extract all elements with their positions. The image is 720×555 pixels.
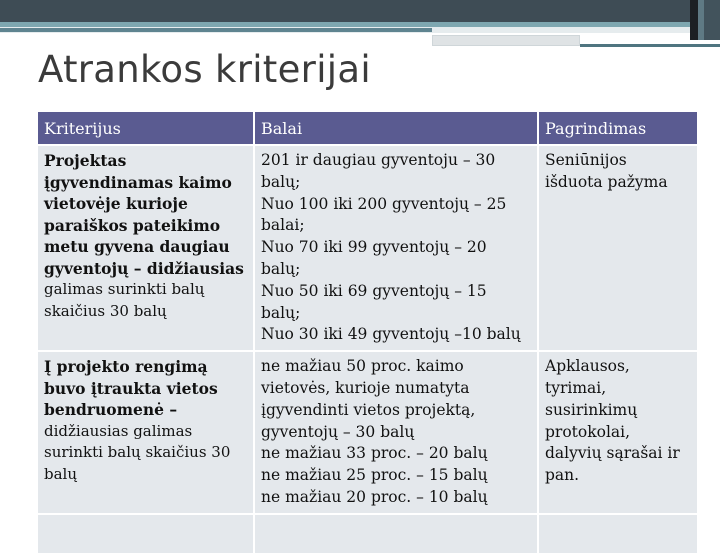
justification-text: dalyvių sąrašai ir — [545, 444, 680, 463]
empty-cell — [538, 514, 698, 554]
points-text: 201 ir daugiau gyventoju – 30 — [261, 151, 496, 169]
justification-text: Seniūnijos — [545, 151, 627, 169]
points-text: balų; — [261, 172, 301, 191]
justification-text: išduota pažyma — [545, 172, 668, 191]
top-banner-accent-line — [580, 44, 720, 47]
table-row — [37, 351, 698, 514]
top-banner-stripe — [0, 28, 432, 32]
criterion-text: paraiškos pateikimo — [44, 215, 221, 235]
header-criterion: Kriterijus — [37, 111, 254, 145]
empty-cell — [254, 514, 538, 554]
points-text: balai; — [261, 216, 305, 235]
criterion-text: bendruomenė – — [44, 400, 178, 420]
justification-text: susirinkimų — [545, 400, 638, 419]
criterion-text: metu gyvena daugiau — [44, 237, 230, 256]
points-cell — [254, 145, 538, 351]
points-text: įgyvendinti vietos projektą, — [261, 400, 476, 419]
table-row — [37, 145, 698, 351]
justification-text: protokolai, — [545, 422, 631, 441]
points-text: Nuo 100 iki 200 gyventojų – 25 — [261, 194, 507, 213]
table-header-row — [37, 111, 698, 145]
criterion-text: Projektas — [44, 151, 127, 170]
points-text: Nuo 30 iki 49 gyventojų –10 balų — [261, 325, 521, 344]
points-text: Nuo 70 iki 99 gyventojų – 20 — [261, 238, 487, 257]
slide-title: Atrankos kriterijai — [38, 48, 371, 91]
criterion-text: gyventojų – didžiausias — [44, 258, 244, 278]
justification-text: tyrimai, — [545, 378, 607, 397]
criterion-cell — [37, 145, 254, 351]
empty-cell — [37, 514, 254, 554]
criterion-text: didžiausias galimas — [44, 421, 193, 440]
points-text: ne mažiau 20 proc. – 10 balų — [261, 487, 488, 506]
criterion-text: balų — [44, 464, 78, 483]
justification-text: Apklausos, — [545, 357, 630, 376]
justification-cell — [538, 351, 698, 514]
criterion-text: surinkti balų skaičius 30 — [44, 443, 231, 462]
points-text: balų; — [261, 303, 301, 322]
corner-block-slate — [704, 0, 720, 40]
criterion-text: buvo įtraukta vietos — [44, 378, 218, 398]
criterion-text: Į projekto rengimą — [44, 357, 208, 377]
top-banner-dark — [0, 0, 720, 22]
justification-text: pan. — [545, 466, 580, 485]
corner-block-dark — [690, 0, 698, 40]
points-text: balų; — [261, 259, 301, 278]
points-text: gyventojų – 30 balų — [261, 422, 415, 441]
points-text: ne mažiau 33 proc. – 20 balų — [261, 444, 488, 463]
points-text: vietovės, kurioje numatyta — [261, 378, 470, 397]
table-row-empty — [37, 514, 698, 554]
header-points: Balai — [254, 111, 538, 145]
points-text: ne mažiau 50 proc. kaimo — [261, 357, 464, 376]
justification-cell — [538, 145, 698, 351]
points-cell — [254, 351, 538, 514]
top-banner-tab — [432, 35, 580, 46]
criteria-table — [36, 110, 699, 555]
points-text: Nuo 50 iki 69 gyventojų – 15 — [261, 281, 487, 300]
criterion-text: vietovėje kurioje — [44, 194, 188, 213]
criterion-text: skaičius 30 balų — [44, 301, 167, 320]
header-justification: Pagrindimas — [538, 111, 698, 145]
criterion-text: galimas surinkti balų — [44, 280, 205, 298]
criterion-text: įgyvendinamas kaimo — [44, 172, 232, 192]
criterion-cell — [37, 351, 254, 514]
points-text: ne mažiau 25 proc. – 15 balų — [261, 466, 488, 485]
